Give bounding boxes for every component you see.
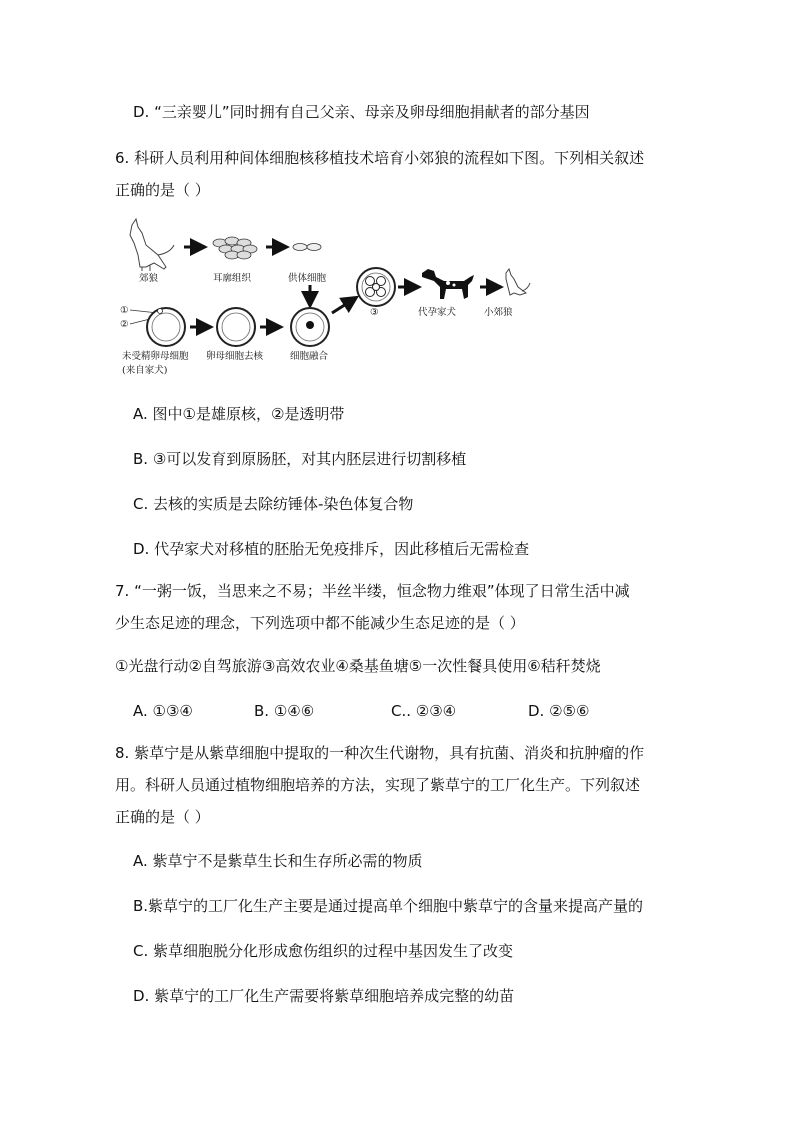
q6-stem-line2: 正确的是（ ） [115, 181, 210, 199]
q7-stem-line1: 7. “一粥一饭，当思来之不易；半丝半缕，恒念物力维艰”体现了日常生活中减 [115, 582, 630, 600]
coyote-icon [130, 219, 174, 271]
label-fusion: 细胞融合 [290, 351, 329, 362]
label-coyote: 郊狼 [139, 273, 159, 284]
q6-stem-line1: 6. 科研人员利用种间体细胞核移植技术培育小郊狼的流程如下图。下列相关叙述 [115, 149, 645, 167]
q7-stem-line2: 少生态足迹的理念，下列选项中都不能减少生态足迹的是（ ） [115, 614, 525, 632]
early-embryo-icon [357, 268, 395, 306]
baby-coyote-icon [506, 269, 530, 295]
ear-tissue-icon [213, 237, 257, 259]
q6-option-d: D. 代孕家犬对移植的胚胎无免疫排斥，因此移植后无需检查 [133, 540, 530, 558]
donor-cell-icon [293, 244, 321, 251]
q7-option-a: A. ①③④ [133, 702, 193, 720]
q6-option-c: C. 去核的实质是去除纺锤体-染色体复合物 [133, 495, 414, 513]
q8-stem-line2: 用。科研人员通过植物细胞培养的方法，实现了紫草宁的工厂化生产。下列叙述 [115, 776, 641, 794]
q8-option-a: A. 紫草宁不是紫草生长和生存所必需的物质 [133, 852, 423, 870]
mark-3: ③ [370, 307, 379, 318]
label-from-dog: (来自家犬) [122, 365, 168, 376]
surrogate-dog-icon [422, 269, 474, 299]
label-ear-tissue: 耳廓组织 [213, 273, 252, 284]
label-baby-coyote: 小郊狼 [484, 307, 513, 318]
q7-option-b: B. ①④⑥ [254, 702, 315, 720]
enucleated-egg-icon [217, 308, 255, 346]
q8-option-d: D. 紫草宁的工厂化生产需要将紫草细胞培养成完整的幼苗 [133, 987, 515, 1005]
unfertilized-egg-icon [147, 308, 185, 346]
q8-stem-line1: 8. 紫草宁是从紫草细胞中提取的一种次生代谢物，具有抗菌、消炎和抗肿瘤的作 [115, 744, 645, 762]
q6-diagram [118, 215, 538, 380]
q6-option-a: A. 图中①是雄原核，②是透明带 [133, 405, 345, 423]
arrow-5 [332, 299, 354, 313]
label-donor-cell: 供体细胞 [288, 273, 327, 284]
q6-option-b: B. ③可以发育到原肠胚，对其内胚层进行切割移植 [133, 450, 467, 468]
q8-stem-line3: 正确的是（ ） [115, 808, 210, 826]
q7-option-d: D. ②⑤⑥ [528, 702, 590, 720]
mark-1: ① [120, 305, 129, 316]
fused-cell-icon [291, 308, 329, 346]
q8-option-c: C. 紫草细胞脱分化形成愈伤组织的过程中基因发生了改变 [133, 942, 514, 960]
q7-option-c: C.. ②③④ [391, 702, 457, 720]
label-enucleation: 卵母细胞去核 [206, 351, 264, 362]
label-surrogate-dog: 代孕家犬 [418, 307, 457, 318]
label-unfertilized-egg: 未受精卵母细胞 [122, 351, 189, 362]
q5-option-d: D. “三亲婴儿”同时拥有自己父亲、母亲及卵母细胞捐献者的部分基因 [133, 103, 590, 121]
q7-items: ①光盘行动②自驾旅游③高效农业④桑基鱼塘⑤一次性餐具使用⑥秸秆焚烧 [115, 657, 601, 675]
mark-2: ② [120, 319, 129, 330]
q8-option-b: B.紫草宁的工厂化生产主要是通过提高单个细胞中紫草宁的含量来提高产量的 [133, 897, 644, 915]
